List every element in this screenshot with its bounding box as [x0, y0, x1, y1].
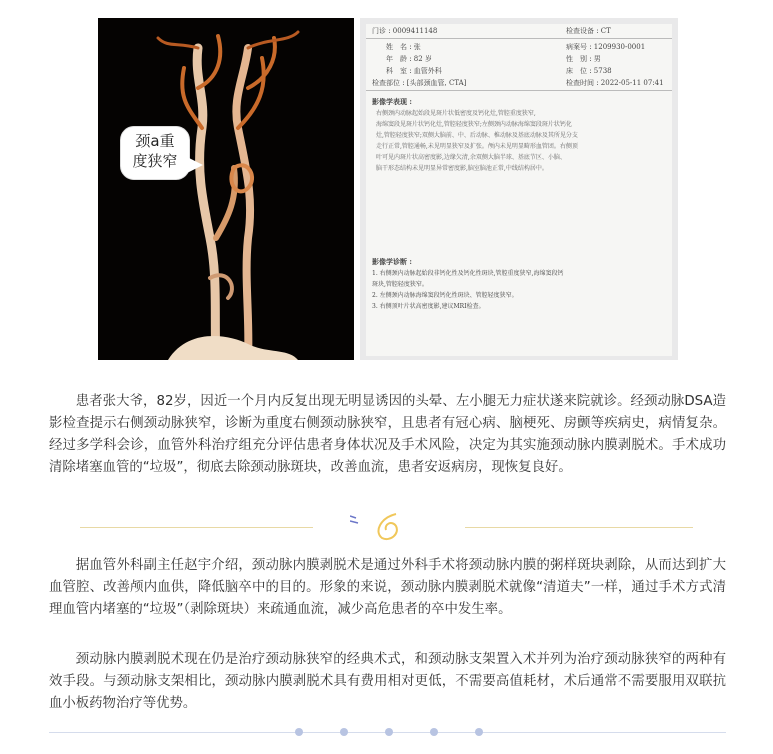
findings-line: 海绵窦段见斑片状钙化灶,管腔轻度狭窄;左侧颈内动脉海绵窦段斑片状钙化 [376, 121, 572, 128]
findings-line: 叶可见内斑片状高密度影,边缘欠清,余双侧大脑半球、基底节区、小脑、 [376, 154, 566, 161]
report-bed: 床 位 : 5738 [566, 67, 612, 75]
findings-line: 灶,管腔轻度狭窄;双侧大脑前、中、后动脉、椎动脉及基底动脉及其所见分支 [376, 132, 578, 139]
stenosis-callout: 颈a重 度狭窄 [120, 126, 190, 180]
diagnosis-line: 2. 左侧颈内动脉海绵窦段钙化性斑块、管腔轻度狭窄。 [372, 292, 518, 299]
findings-line: 走行正常,管腔通畅,未见明显狭窄及扩张。颅内未见明显畸形血管团。右侧顶 [376, 143, 578, 150]
report-sex: 性 别 : 男 [566, 55, 601, 63]
findings-line: 右侧颈内动脉起始段见斑片状低密度及钙化灶,管腔重度狭窄, [376, 110, 536, 117]
swirl-ornament-icon [350, 510, 410, 544]
ct-report-sheet [366, 24, 672, 356]
findings-line: 脑干形态结构未见明显异常密度影,脑室脑池正常,中线结构居中。 [376, 165, 548, 172]
dot-ornament [475, 728, 483, 736]
paragraph-text: 颈动脉内膜剥脱术现在仍是治疗颈动脉狭窄的经典术式，和颈动脉支架置入术并列为治疗颈动脉狭窄的两种有效手段。与颈动脉支架相比，颈动脉内膜剥脱术具有费用相对更低，不需要高值耗材，术后通常不需要服用双联抗血小板药物治疗等优势。 [49, 652, 726, 711]
dot-ornament [430, 728, 438, 736]
paragraph-text: 据血管外科副主任赵宇介绍，颈动脉内膜剥脱术是通过外科手术将颈动脉内膜的粥样斑块剥除，从而达到扩大血管腔、改善颅内血供，降低脑卒中的目的。形象的来说，颈动脉内膜剥脱术就像“清道夫”一样，通过手术方式清理血管内堵塞的“垃圾”（剥除斑块）来疏通血流，减少高危患者的卒中发生率。 [49, 558, 726, 617]
divider-line-left [80, 527, 313, 528]
divider-line-right [465, 527, 693, 528]
report-age: 年 龄 : 82 岁 [386, 55, 432, 63]
article-paragraph-2 [49, 555, 726, 621]
diagnosis-line: 斑块,管腔轻度狭窄。 [372, 281, 428, 288]
diagnosis-line: 3. 右侧顶叶片状高密度影,建议MRI检查。 [372, 303, 485, 310]
report-id: 病案号 : 1209930-0001 [566, 43, 646, 51]
report-dept: 科 室 : 血管外科 [386, 67, 442, 75]
dot-ornament [295, 728, 303, 736]
article-paragraph-3 [49, 649, 726, 715]
report-image [360, 18, 678, 360]
diagnosis-line: 1. 右侧颈内动脉起始段非钙化性及钙化性斑块,管腔重度狭窄,海绵窦段钙 [372, 270, 564, 277]
article-paragraph-1 [49, 391, 726, 479]
cta-vessel-render [98, 18, 354, 360]
findings-title: 影像学表现 : [372, 97, 413, 106]
report-name: 姓 名 : 张 [386, 43, 421, 51]
angiography-image [98, 18, 354, 360]
report-time: 检查时间 : 2022-05-11 07:41 [566, 79, 664, 87]
paragraph-text: 患者张大爷，82岁，因近一个月内反复出现无明显诱因的头晕、左小腿无力症状遂来院就诊。经颈动脉DSA造影检查提示右侧颈动脉狭窄，诊断为重度右侧颈动脉狭窄，且患者有冠心病、脑梗死、房颤等疾病史，病情复杂。经过多学科会诊，血管外科治疗组充分评估患者身体状况及手术风险，决定为其实施颈动脉内膜剥脱术。手术成功清除堵塞血管的“垃圾”，彻底去除颈动脉斑块，改善血流，患者安返病房，现恢复良好。 [49, 394, 726, 475]
report-header-right: 检查设备 : CT [566, 27, 611, 35]
report-header-left: 门诊 : 0009411148 [372, 27, 438, 35]
dot-ornament [340, 728, 348, 736]
dot-ornament [385, 728, 393, 736]
report-part: 检查部位 : [头部颈血管, CTA] [372, 79, 467, 87]
diagnosis-title: 影像学诊断 : [372, 257, 413, 266]
